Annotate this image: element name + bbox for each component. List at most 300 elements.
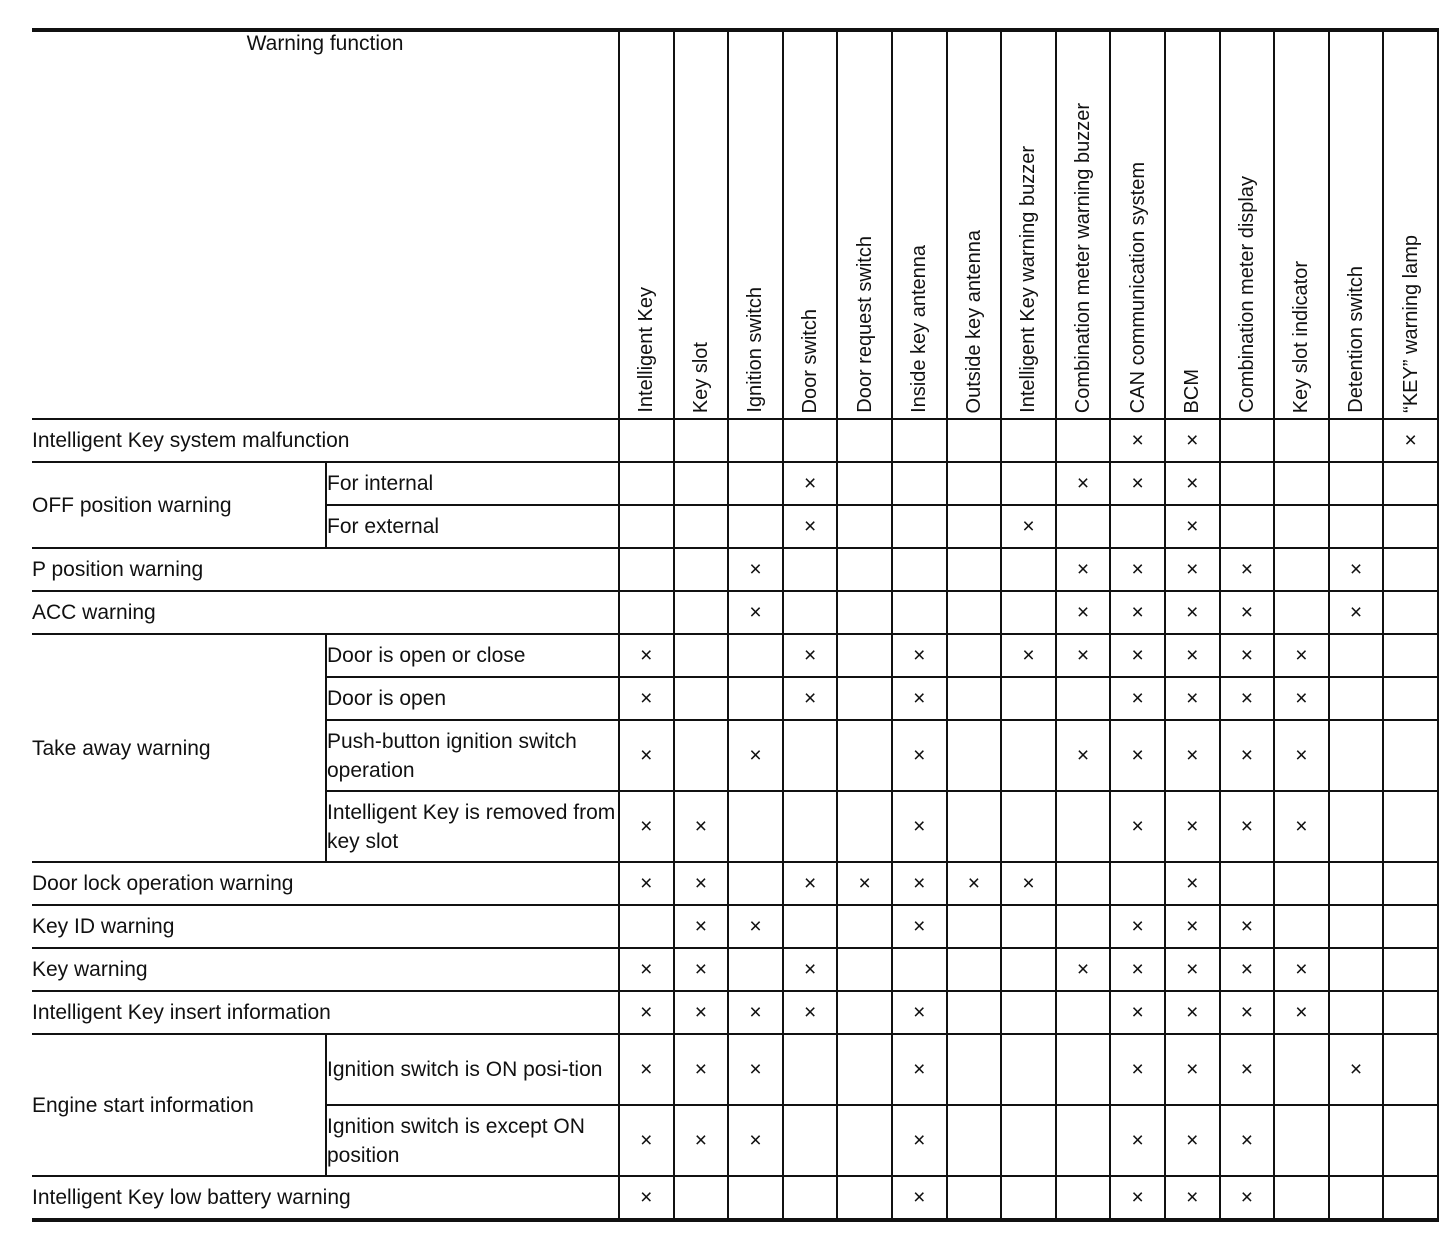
empty-cell	[1056, 791, 1111, 862]
table-row	[32, 548, 1438, 591]
warning-function-label: ACC warning	[32, 591, 619, 634]
warning-condition-label: Door is open or close	[326, 634, 619, 677]
empty-cell	[837, 548, 892, 591]
empty-cell	[892, 419, 947, 462]
empty-cell	[892, 948, 947, 991]
column-header	[892, 30, 947, 419]
check-mark-cell: ×	[783, 948, 838, 991]
column-header-label: Key slot indicator	[1290, 260, 1313, 413]
empty-cell	[1383, 677, 1438, 720]
check-mark-cell: ×	[1165, 1176, 1220, 1220]
empty-cell	[783, 548, 838, 591]
check-mark-cell: ×	[892, 791, 947, 862]
empty-cell	[1329, 905, 1384, 948]
warning-condition-label: Push-button ignition switch operation	[326, 720, 619, 791]
empty-cell	[674, 1176, 729, 1220]
empty-cell	[1001, 720, 1056, 791]
check-mark-cell: ×	[1110, 1034, 1165, 1105]
check-mark-cell: ×	[619, 1034, 674, 1105]
empty-cell	[1329, 505, 1384, 548]
empty-cell	[1329, 462, 1384, 505]
check-mark-cell: ×	[1165, 548, 1220, 591]
check-mark-cell: ×	[619, 948, 674, 991]
check-mark-cell: ×	[1274, 677, 1329, 720]
empty-cell	[1329, 1176, 1384, 1220]
column-header	[947, 30, 1002, 419]
warning-group-label: Take away warning	[32, 634, 326, 862]
check-mark-cell: ×	[674, 791, 729, 862]
check-mark-cell: ×	[1220, 791, 1275, 862]
check-mark-cell: ×	[1220, 905, 1275, 948]
empty-cell	[674, 505, 729, 548]
empty-cell	[947, 905, 1002, 948]
table-row	[32, 991, 1438, 1034]
check-mark-cell: ×	[674, 1034, 729, 1105]
empty-cell	[783, 1034, 838, 1105]
table-row	[32, 591, 1438, 634]
check-mark-cell: ×	[1274, 720, 1329, 791]
empty-cell	[1329, 419, 1384, 462]
empty-cell	[947, 791, 1002, 862]
check-mark-cell: ×	[1220, 1105, 1275, 1176]
empty-cell	[1001, 1034, 1056, 1105]
empty-cell	[837, 634, 892, 677]
warning-group-label: Engine start information	[32, 1034, 326, 1176]
check-mark-cell: ×	[783, 505, 838, 548]
check-mark-cell: ×	[837, 862, 892, 905]
empty-cell	[674, 634, 729, 677]
check-mark-cell: ×	[783, 462, 838, 505]
empty-cell	[619, 905, 674, 948]
check-mark-cell: ×	[619, 791, 674, 862]
check-mark-cell: ×	[1220, 1034, 1275, 1105]
empty-cell	[728, 791, 783, 862]
column-header	[728, 30, 783, 419]
table-row	[32, 1176, 1438, 1220]
check-mark-cell: ×	[1165, 791, 1220, 862]
check-mark-cell: ×	[728, 720, 783, 791]
check-mark-cell: ×	[1165, 1034, 1220, 1105]
empty-cell	[1383, 505, 1438, 548]
check-mark-cell: ×	[1110, 419, 1165, 462]
empty-cell	[674, 677, 729, 720]
column-header-label: Inside key antenna	[908, 245, 931, 413]
empty-cell	[892, 548, 947, 591]
empty-cell	[783, 791, 838, 862]
column-header-label: Key slot	[689, 341, 712, 413]
empty-cell	[1220, 419, 1275, 462]
empty-cell	[947, 1176, 1002, 1220]
check-mark-cell: ×	[674, 948, 729, 991]
empty-cell	[1383, 1176, 1438, 1220]
empty-cell	[837, 505, 892, 548]
empty-cell	[1220, 462, 1275, 505]
warning-function-label: Key warning	[32, 948, 619, 991]
empty-cell	[1383, 791, 1438, 862]
check-mark-cell: ×	[1110, 1105, 1165, 1176]
empty-cell	[837, 948, 892, 991]
empty-cell	[783, 591, 838, 634]
check-mark-cell: ×	[619, 1176, 674, 1220]
check-mark-cell: ×	[783, 991, 838, 1034]
check-mark-cell: ×	[1274, 634, 1329, 677]
warning-condition-label: For external	[326, 505, 619, 548]
empty-cell	[1274, 548, 1329, 591]
warning-function-label: Key ID warning	[32, 905, 619, 948]
empty-cell	[837, 419, 892, 462]
empty-cell	[1056, 505, 1111, 548]
check-mark-cell: ×	[783, 862, 838, 905]
empty-cell	[728, 948, 783, 991]
empty-cell	[1274, 462, 1329, 505]
empty-cell	[1274, 505, 1329, 548]
empty-cell	[1001, 948, 1056, 991]
empty-cell	[1383, 548, 1438, 591]
check-mark-cell: ×	[1165, 419, 1220, 462]
check-mark-cell: ×	[1220, 720, 1275, 791]
empty-cell	[1001, 548, 1056, 591]
check-mark-cell: ×	[1056, 948, 1111, 991]
empty-cell	[947, 991, 1002, 1034]
empty-cell	[837, 1034, 892, 1105]
empty-cell	[1110, 505, 1165, 548]
empty-cell	[947, 419, 1002, 462]
column-header-label: Combination meter display	[1235, 176, 1258, 413]
column-header	[1056, 30, 1111, 419]
empty-cell	[1383, 1034, 1438, 1105]
empty-cell	[947, 1034, 1002, 1105]
empty-cell	[674, 591, 729, 634]
check-mark-cell: ×	[892, 862, 947, 905]
empty-cell	[1001, 791, 1056, 862]
check-mark-cell: ×	[1056, 591, 1111, 634]
empty-cell	[947, 634, 1002, 677]
table-row	[32, 862, 1438, 905]
check-mark-cell: ×	[892, 720, 947, 791]
column-header-label: Door request switch	[853, 236, 876, 413]
empty-cell	[1001, 462, 1056, 505]
check-mark-cell: ×	[1220, 591, 1275, 634]
empty-cell	[1001, 677, 1056, 720]
empty-cell	[947, 462, 1002, 505]
check-mark-cell: ×	[728, 1034, 783, 1105]
empty-cell	[1001, 905, 1056, 948]
empty-cell	[1001, 991, 1056, 1034]
empty-cell	[892, 505, 947, 548]
check-mark-cell: ×	[892, 677, 947, 720]
empty-cell	[1056, 1105, 1111, 1176]
warning-function-table-wrapper	[32, 28, 1439, 1222]
column-header-label: Intelligent Key warning buzzer	[1017, 146, 1040, 413]
empty-cell	[619, 419, 674, 462]
empty-cell	[1383, 948, 1438, 991]
check-mark-cell: ×	[619, 991, 674, 1034]
empty-cell	[1056, 905, 1111, 948]
table-row	[32, 419, 1438, 462]
empty-cell	[1274, 905, 1329, 948]
check-mark-cell: ×	[1274, 948, 1329, 991]
warning-group-label: OFF position warning	[32, 462, 326, 548]
check-mark-cell: ×	[674, 905, 729, 948]
empty-cell	[1001, 1176, 1056, 1220]
check-mark-cell: ×	[1001, 634, 1056, 677]
check-mark-cell: ×	[947, 862, 1002, 905]
warning-function-label: Intelligent Key system malfunction	[32, 419, 619, 462]
empty-cell	[1274, 862, 1329, 905]
check-mark-cell: ×	[1165, 505, 1220, 548]
empty-cell	[1274, 1176, 1329, 1220]
check-mark-cell: ×	[674, 991, 729, 1034]
column-header-label: BCM	[1181, 368, 1204, 413]
check-mark-cell: ×	[1056, 720, 1111, 791]
empty-cell	[947, 677, 1002, 720]
empty-cell	[1383, 462, 1438, 505]
check-mark-cell: ×	[1110, 634, 1165, 677]
check-mark-cell: ×	[1110, 720, 1165, 791]
column-header-label: Ignition switch	[744, 287, 767, 413]
empty-cell	[1329, 720, 1384, 791]
check-mark-cell: ×	[1165, 720, 1220, 791]
check-mark-cell: ×	[1001, 862, 1056, 905]
empty-cell	[892, 591, 947, 634]
empty-cell	[892, 462, 947, 505]
empty-cell	[1056, 991, 1111, 1034]
check-mark-cell: ×	[728, 548, 783, 591]
check-mark-cell: ×	[1274, 991, 1329, 1034]
check-mark-cell: ×	[1220, 991, 1275, 1034]
column-header	[1110, 30, 1165, 419]
empty-cell	[1001, 591, 1056, 634]
warning-function-table	[32, 28, 1439, 1222]
warning-condition-label: Door is open	[326, 677, 619, 720]
column-header-label: Door switch	[799, 308, 822, 413]
empty-cell	[837, 591, 892, 634]
check-mark-cell: ×	[1165, 862, 1220, 905]
check-mark-cell: ×	[619, 677, 674, 720]
check-mark-cell: ×	[728, 905, 783, 948]
column-header-label: “KEY” warning lamp	[1399, 235, 1422, 413]
check-mark-cell: ×	[892, 905, 947, 948]
check-mark-cell: ×	[892, 634, 947, 677]
empty-cell	[728, 1176, 783, 1220]
empty-cell	[1056, 1034, 1111, 1105]
warning-function-label: Door lock operation warning	[32, 862, 619, 905]
column-header	[1383, 30, 1438, 419]
empty-cell	[1274, 1034, 1329, 1105]
empty-cell	[1329, 862, 1384, 905]
check-mark-cell: ×	[1220, 634, 1275, 677]
check-mark-cell: ×	[1056, 634, 1111, 677]
check-mark-cell: ×	[619, 862, 674, 905]
check-mark-cell: ×	[1220, 548, 1275, 591]
check-mark-cell: ×	[1110, 1176, 1165, 1220]
empty-cell	[619, 591, 674, 634]
warning-function-header: Warning function	[32, 30, 619, 419]
empty-cell	[947, 1105, 1002, 1176]
check-mark-cell: ×	[619, 634, 674, 677]
check-mark-cell: ×	[1056, 548, 1111, 591]
empty-cell	[1383, 1105, 1438, 1176]
empty-cell	[674, 720, 729, 791]
empty-cell	[728, 419, 783, 462]
check-mark-cell: ×	[728, 591, 783, 634]
empty-cell	[837, 720, 892, 791]
column-header	[1165, 30, 1220, 419]
empty-cell	[1329, 791, 1384, 862]
empty-cell	[1110, 862, 1165, 905]
check-mark-cell: ×	[728, 991, 783, 1034]
check-mark-cell: ×	[1274, 791, 1329, 862]
empty-cell	[619, 462, 674, 505]
table-row	[32, 905, 1438, 948]
empty-cell	[1220, 505, 1275, 548]
check-mark-cell: ×	[1110, 548, 1165, 591]
empty-cell	[728, 862, 783, 905]
check-mark-cell: ×	[1056, 462, 1111, 505]
empty-cell	[1329, 1105, 1384, 1176]
check-mark-cell: ×	[1110, 791, 1165, 862]
warning-condition-label: Ignition switch is except ON position	[326, 1105, 619, 1176]
warning-condition-label: For internal	[326, 462, 619, 505]
check-mark-cell: ×	[1165, 905, 1220, 948]
empty-cell	[728, 462, 783, 505]
check-mark-cell: ×	[892, 1176, 947, 1220]
warning-function-label: Intelligent Key insert information	[32, 991, 619, 1034]
empty-cell	[783, 1105, 838, 1176]
check-mark-cell: ×	[1110, 905, 1165, 948]
table-header-row	[32, 30, 1438, 419]
empty-cell	[1056, 677, 1111, 720]
empty-cell	[1056, 862, 1111, 905]
check-mark-cell: ×	[783, 634, 838, 677]
check-mark-cell: ×	[1110, 591, 1165, 634]
empty-cell	[783, 720, 838, 791]
empty-cell	[1274, 419, 1329, 462]
empty-cell	[728, 505, 783, 548]
empty-cell	[1329, 634, 1384, 677]
check-mark-cell: ×	[783, 677, 838, 720]
check-mark-cell: ×	[1220, 1176, 1275, 1220]
check-mark-cell: ×	[1165, 1105, 1220, 1176]
empty-cell	[1001, 419, 1056, 462]
check-mark-cell: ×	[892, 1034, 947, 1105]
column-header-label: Intelligent Key	[635, 287, 658, 413]
empty-cell	[947, 720, 1002, 791]
check-mark-cell: ×	[1165, 677, 1220, 720]
empty-cell	[1383, 720, 1438, 791]
check-mark-cell: ×	[1110, 948, 1165, 991]
check-mark-cell: ×	[728, 1105, 783, 1176]
check-mark-cell: ×	[1110, 991, 1165, 1034]
check-mark-cell: ×	[1165, 948, 1220, 991]
warning-condition-label: Ignition switch is ON posi-tion	[326, 1034, 619, 1105]
empty-cell	[1383, 905, 1438, 948]
check-mark-cell: ×	[1220, 948, 1275, 991]
check-mark-cell: ×	[892, 991, 947, 1034]
empty-cell	[674, 548, 729, 591]
check-mark-cell: ×	[1165, 991, 1220, 1034]
column-header-label: Outside key antenna	[962, 229, 985, 413]
check-mark-cell: ×	[1165, 591, 1220, 634]
check-mark-cell: ×	[674, 862, 729, 905]
empty-cell	[1383, 991, 1438, 1034]
empty-cell	[728, 634, 783, 677]
empty-cell	[837, 462, 892, 505]
check-mark-cell: ×	[1110, 462, 1165, 505]
empty-cell	[619, 548, 674, 591]
empty-cell	[947, 505, 1002, 548]
check-mark-cell: ×	[674, 1105, 729, 1176]
check-mark-cell: ×	[1220, 677, 1275, 720]
column-header	[1329, 30, 1384, 419]
empty-cell	[1329, 677, 1384, 720]
empty-cell	[783, 419, 838, 462]
empty-cell	[783, 1176, 838, 1220]
column-header	[783, 30, 838, 419]
empty-cell	[1220, 862, 1275, 905]
check-mark-cell: ×	[619, 1105, 674, 1176]
empty-cell	[1274, 591, 1329, 634]
empty-cell	[728, 677, 783, 720]
table-row	[32, 462, 1438, 505]
empty-cell	[674, 462, 729, 505]
empty-cell	[837, 791, 892, 862]
empty-cell	[837, 677, 892, 720]
empty-cell	[1329, 991, 1384, 1034]
empty-cell	[1274, 1105, 1329, 1176]
empty-cell	[1056, 419, 1111, 462]
empty-cell	[619, 505, 674, 548]
check-mark-cell: ×	[1329, 548, 1384, 591]
check-mark-cell: ×	[1165, 634, 1220, 677]
check-mark-cell: ×	[892, 1105, 947, 1176]
empty-cell	[783, 905, 838, 948]
column-header	[837, 30, 892, 419]
empty-cell	[947, 591, 1002, 634]
warning-function-label: P position warning	[32, 548, 619, 591]
column-header	[1274, 30, 1329, 419]
empty-cell	[1001, 1105, 1056, 1176]
empty-cell	[837, 905, 892, 948]
empty-cell	[674, 419, 729, 462]
check-mark-cell: ×	[1110, 677, 1165, 720]
column-header-label: Combination meter warning buzzer	[1072, 102, 1095, 413]
warning-condition-label: Intelligent Key is removed from key slot	[326, 791, 619, 862]
empty-cell	[947, 548, 1002, 591]
check-mark-cell: ×	[1165, 462, 1220, 505]
column-header	[1220, 30, 1275, 419]
table-row	[32, 948, 1438, 991]
column-header	[1001, 30, 1056, 419]
empty-cell	[1056, 1176, 1111, 1220]
column-header-label: CAN communication system	[1126, 161, 1149, 413]
column-header-label: Detention switch	[1345, 266, 1368, 413]
check-mark-cell: ×	[1383, 419, 1438, 462]
check-mark-cell: ×	[619, 720, 674, 791]
empty-cell	[837, 991, 892, 1034]
check-mark-cell: ×	[1001, 505, 1056, 548]
table-row	[32, 1034, 1438, 1105]
empty-cell	[1383, 862, 1438, 905]
column-header	[619, 30, 674, 419]
empty-cell	[837, 1105, 892, 1176]
empty-cell	[837, 1176, 892, 1220]
empty-cell	[1329, 948, 1384, 991]
table-row	[32, 634, 1438, 677]
column-header	[674, 30, 729, 419]
check-mark-cell: ×	[1329, 1034, 1384, 1105]
empty-cell	[1383, 634, 1438, 677]
